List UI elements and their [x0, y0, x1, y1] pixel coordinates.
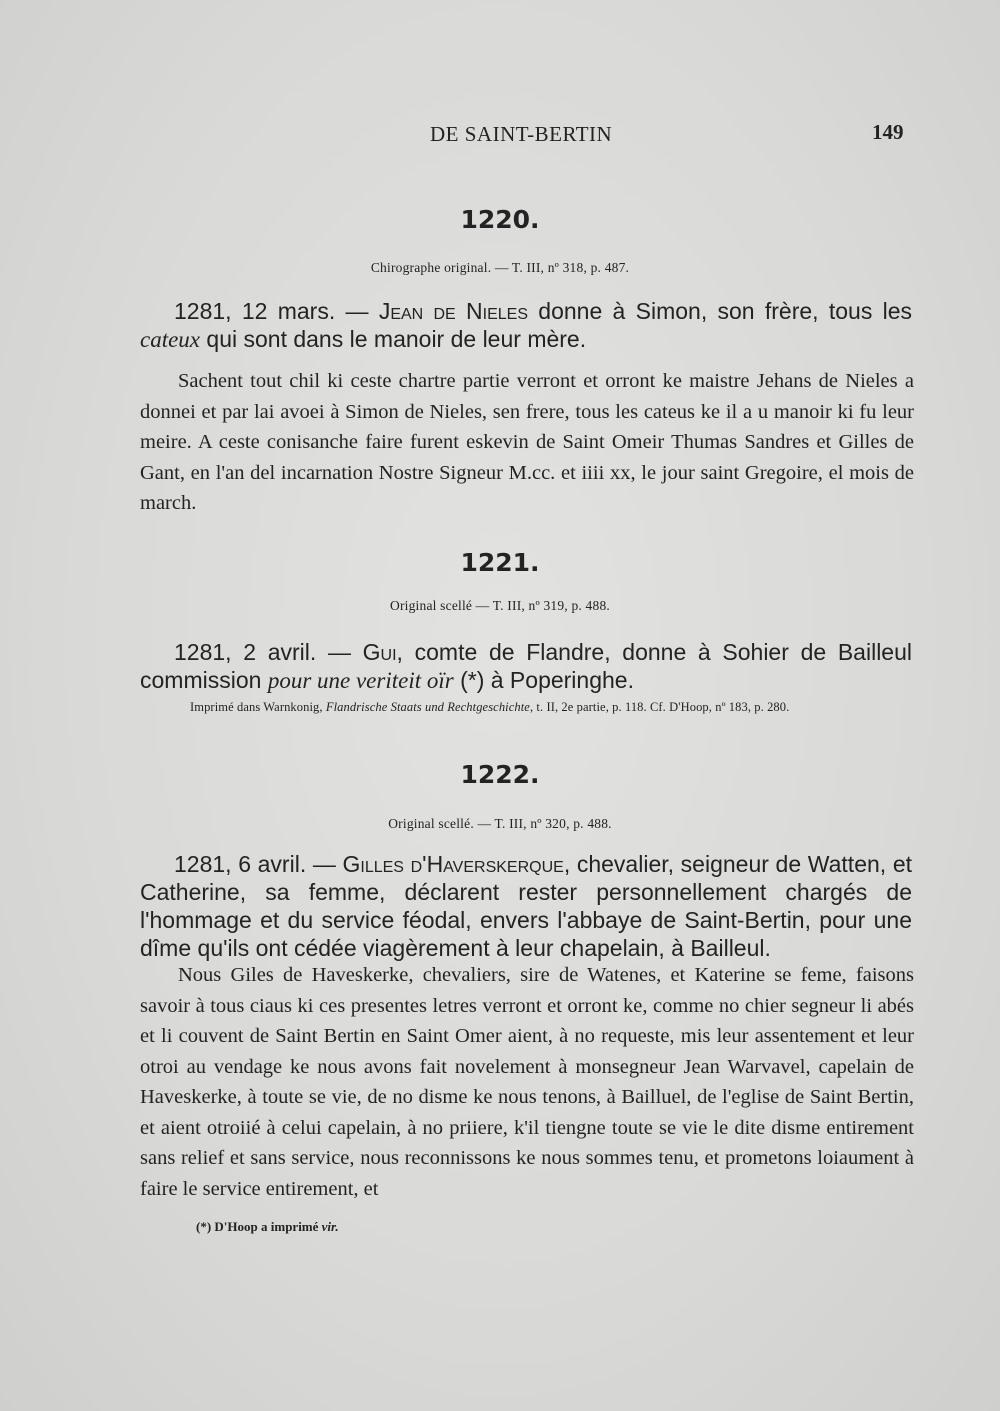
- summary-person-name: Gilles d'Haverskerque: [342, 851, 564, 877]
- summary-text: , comte de Flandre, donne à Sohier de Bailleul commission: [140, 639, 912, 693]
- entry-summary-1222: [140, 850, 912, 962]
- summary-date: 1281, 12 mars. —: [174, 298, 379, 324]
- entry-source-1222: Original scellé. — T. III, nº 320, p. 488.: [388, 816, 612, 831]
- footnote-text: (*) D'Hoop a imprimé: [196, 1219, 322, 1234]
- entry-summary-1221: [140, 638, 912, 695]
- entry-summary-1220: [140, 297, 912, 354]
- printed-suffix: , t. II, 2e partie, p. 118. Cf. D'Hoop, nº 183, p. 280.: [529, 700, 790, 714]
- summary-text-end: qui sont dans le manoir de leur mère.: [200, 326, 587, 352]
- footnote: [196, 1219, 339, 1235]
- printed-work-title: Flandrische Staats und Rechtgeschichte: [325, 700, 530, 714]
- summary-person-name: Gui: [362, 639, 397, 665]
- summary-italic-term: pour une veriteit oïr: [267, 668, 454, 693]
- entry-source-1220: Chirographe original. — T. III, nº 318, p. 487.: [370, 260, 630, 275]
- entry-source-1221: Original scellé — T. III, nº 319, p. 488.: [390, 598, 610, 613]
- summary-text: , chevalier, seigneur de Watten, et Catherine, sa femme, déclarent rester personnellement chargés de l'hommage et du service féodal, envers l'abbaye de Saint-Bertin, pour une dîme qu'ils ont cédée viagèrement à leur chapelain, à Bailleul.: [140, 851, 912, 961]
- summary-text: donne à Simon, son frère, tous les: [528, 298, 913, 324]
- summary-text-end: (*) à Poperinghe.: [453, 667, 634, 693]
- summary-date: 1281, 6 avril. —: [174, 851, 343, 877]
- entry-number-1221: 1221.: [460, 548, 540, 577]
- running-title: DE SAINT-BERTIN: [430, 122, 613, 146]
- printed-prefix: Imprimé dans Warnkonig,: [190, 700, 326, 714]
- charter-text: Sachent tout chil ki ceste chartre partie verront et orront ke maistre Jehans de Nieles a donnei et par lai avoei à Simon de Nieles, sen frere, tous les cateus ke il a u manoir ki fu leur meire. A ceste conisanche faire furent eskevin de Saint Omeir Thumas Sandres et Gilles de Gant, en l'an del incarnation Nostre Signeur M.cc. et iiii xx, le jour saint Gregoire, el mois de march.: [140, 370, 914, 514]
- charter-text: Nous Giles de Haveskerke, chevaliers, sire de Watenes, et Katerine se feme, faisons savoir à tous ciaus ki ces presentes letres verront et orront ke, comme no chier segneur li abés et li couvent de Saint Bertin en Saint Omer aient, à no requeste, mis leur assentement et leur otroi au vendage ke nous avons fait novelement à monsegneur Jean Warvavel, capelain de Haveskerke, à toute se vie, de no disme ke nous tenons, à Bailluel, de l'eglise de Saint Bertin, et aient otroiié à celui capelain, à no priiere, k'il tiengne toute se vie le dite disme entirement sans relief et sans service, nous reconnissons ke nous sommes tenu, et prometons loiaument à faire le service entirement, et: [140, 964, 914, 1200]
- summary-italic-term: cateux: [140, 327, 201, 352]
- entry-number-1220: 1220.: [460, 205, 540, 234]
- printed-reference: [190, 700, 930, 715]
- entry-text-1222: [140, 960, 914, 1204]
- entry-number-1222: 1222.: [460, 760, 540, 789]
- summary-date: 1281, 2 avril. —: [174, 639, 363, 665]
- entry-text-1220: [140, 366, 914, 519]
- summary-person-name: Jean de Nieles: [378, 298, 528, 324]
- page-number: 149: [872, 120, 904, 144]
- running-header: [0, 122, 1000, 152]
- footnote-italic: vir.: [321, 1219, 339, 1234]
